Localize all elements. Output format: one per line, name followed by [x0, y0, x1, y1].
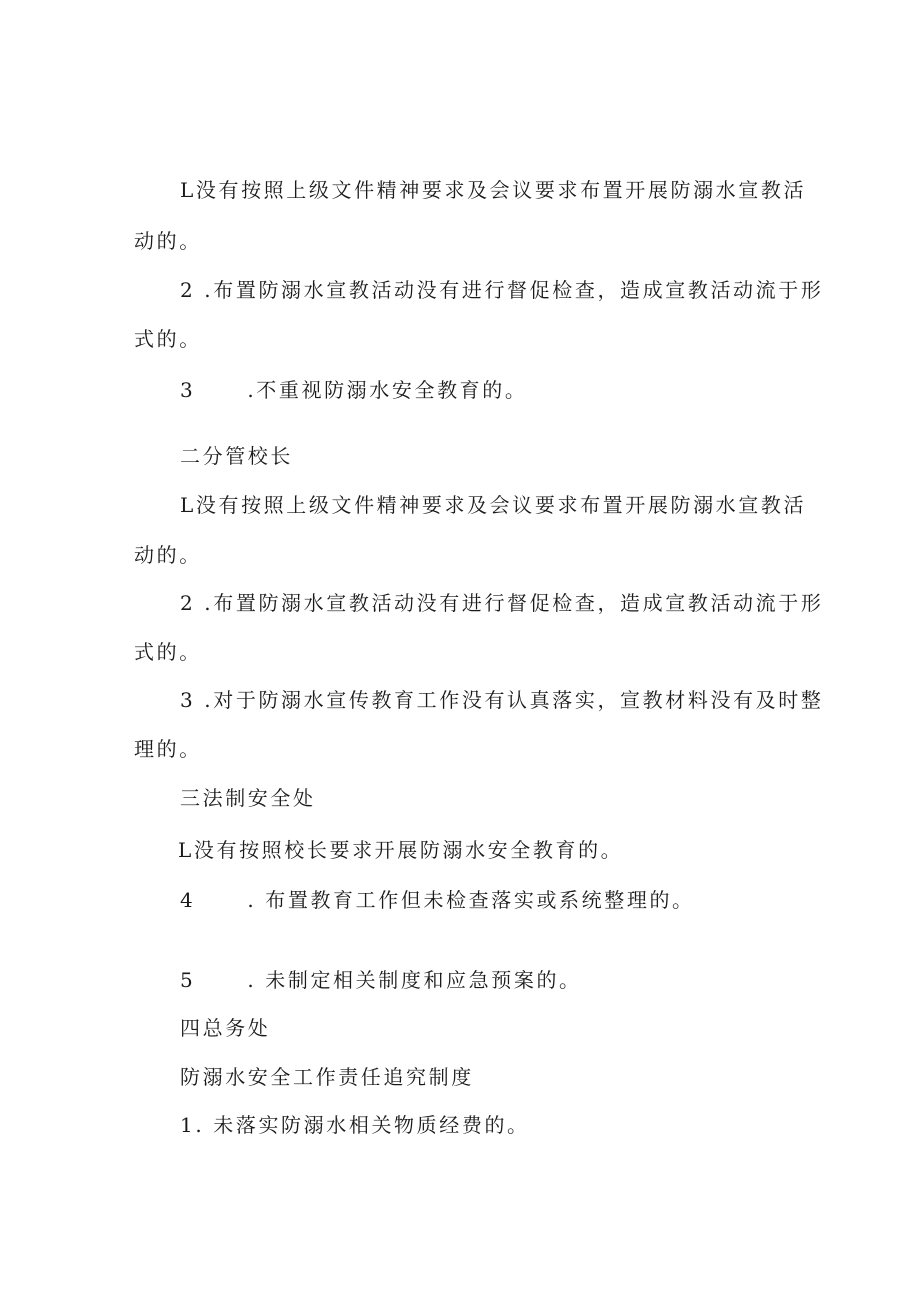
section3-item3: [180, 966, 582, 994]
section1-item2-line2: 式的。: [134, 327, 202, 351]
section3-item2-text: . 布置教育工作但未检查落实或系统整理的。: [247, 888, 695, 912]
section1-item3-text: .不重视防溺水安全教育的。: [247, 378, 528, 402]
section3-item2-number: 4: [180, 888, 196, 912]
section3-item3-text: . 未制定相关制度和应急预案的。: [247, 968, 582, 992]
section3-item3-number: 5: [180, 968, 196, 992]
section1-item1-line2: 动的。: [134, 229, 202, 253]
section1-item3: [180, 376, 528, 404]
section4-title: 防溺水安全工作责任追究制度: [180, 1065, 474, 1089]
section1-item1-line1: L没有按照上级文件精神要求及会议要求布置开展防溺水宣教活: [180, 178, 807, 202]
section3-item2: [180, 886, 695, 914]
section2-item1-line1: L没有按照上级文件精神要求及会议要求布置开展防溺水宣教活: [180, 493, 807, 517]
section2-item2-line1: 2 .布置防溺水宣教活动没有进行督促检查，造成宣教活动流于形: [180, 591, 824, 615]
section4-item1: 1. 未落实防溺水相关物质经费的。: [180, 1113, 530, 1137]
section4-heading: 四总务处: [180, 1016, 271, 1040]
section2-item2-line2: 式的。: [134, 640, 202, 664]
section3-heading: 三法制安全处: [180, 786, 316, 810]
section2-item3-line1: 3 .对于防溺水宣传教育工作没有认真落实，宣教材料没有及时整: [180, 688, 824, 712]
section1-item2-line1: 2 .布置防溺水宣教活动没有进行督促检查，造成宣教活动流于形: [180, 278, 824, 302]
section1-item3-number: 3: [180, 378, 196, 402]
section3-item1: L没有按照校长要求开展防溺水安全教育的。: [178, 838, 624, 862]
section2-item3-line2: 理的。: [134, 737, 202, 761]
section2-heading: 二分管校长: [180, 444, 293, 468]
section2-item1-line2: 动的。: [134, 543, 202, 567]
